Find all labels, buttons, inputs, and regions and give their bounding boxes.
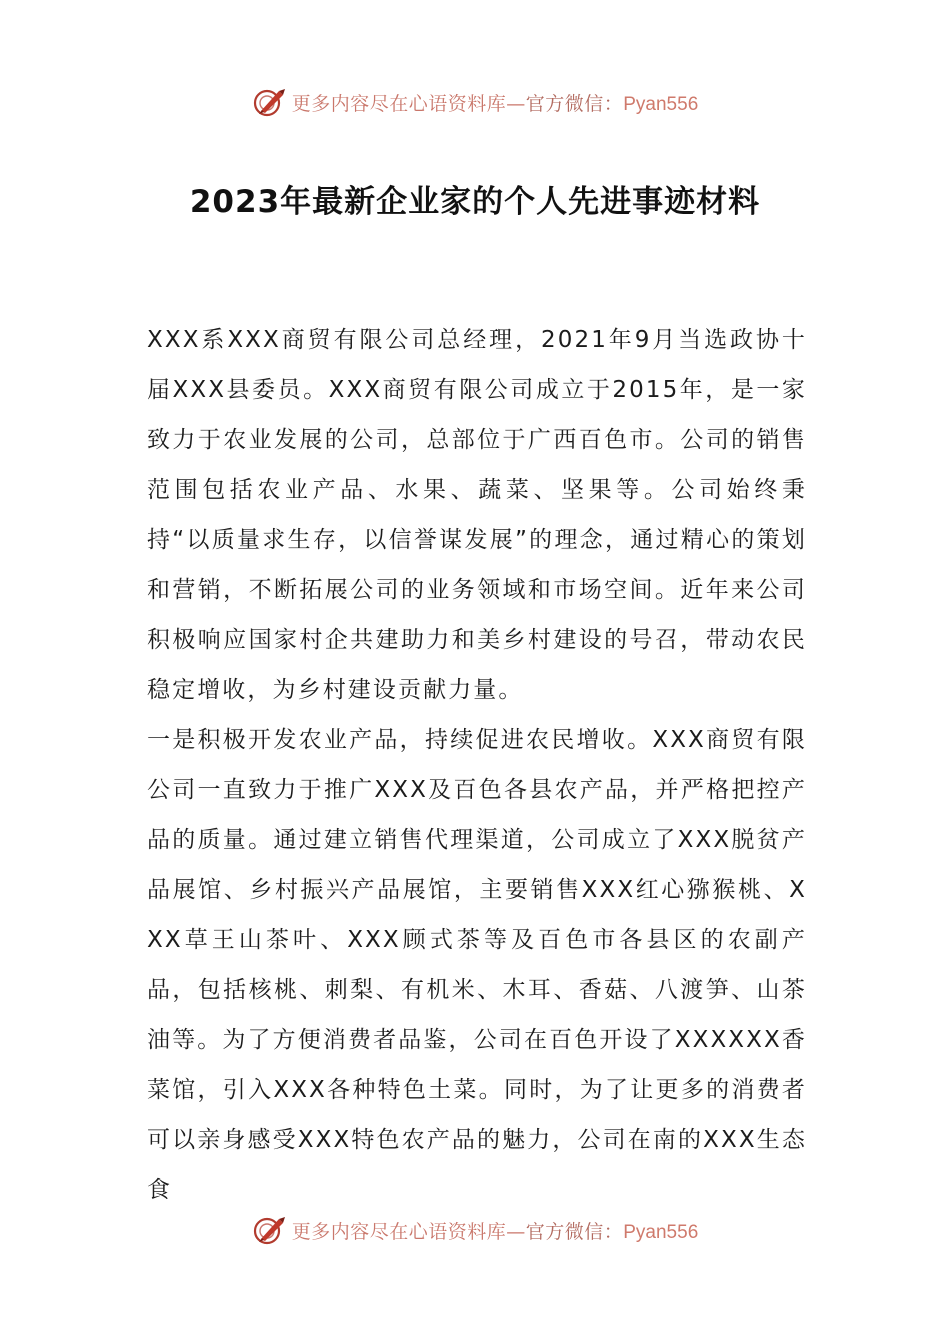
header-banner-separator: — bbox=[506, 92, 526, 115]
document-body bbox=[147, 315, 807, 1215]
pen-logo-icon bbox=[252, 85, 286, 119]
header-banner-wechat-label: 官方微信： bbox=[525, 92, 624, 115]
header-banner-slogan: 更多内容尽在心语资料库 bbox=[291, 92, 507, 115]
header-banner-text bbox=[292, 89, 699, 116]
pen-logo-icon bbox=[252, 1213, 286, 1247]
header-banner bbox=[0, 82, 950, 122]
footer-banner-slogan: 更多内容尽在心语资料库 bbox=[291, 1220, 507, 1243]
footer-banner-wechat-label: 官方微信： bbox=[525, 1220, 624, 1243]
footer-banner-separator: — bbox=[506, 1220, 526, 1243]
footer-banner bbox=[0, 1210, 950, 1250]
header-banner-wechat-id: Pyan556 bbox=[623, 93, 699, 115]
footer-banner-wechat-id: Pyan556 bbox=[623, 1221, 699, 1243]
document-title: 2023年最新企业家的个人先进事迹材料 bbox=[189, 184, 761, 220]
body-paragraph-1: XXX系XXX商贸有限公司总经理，2021年9月当选政协十届XXX县委员。XXX商贸有限公司成立于2015年，是一家致力于农业发展的公司，总部位于广西百色市。公司的销售范围包括农业产品、水果、蔬菜、坚果等。公司始终秉持“以质量求生存，以信誉谋发展”的理念，通过精心的策划和营销，不断拓展公司的业务领域和市场空间。近年来公司积极响应国家村企共建助力和美乡村建设的号召，带动农民稳定增收，为乡村建设贡献力量。 bbox=[147, 327, 807, 703]
body-paragraph-2: 一是积极开发农业产品，持续促进农民增收。XXX商贸有限公司一直致力于推广XXX及百色各县农产品，并严格把控产品的质量。通过建立销售代理渠道，公司成立了XXX脱贫产品展馆、乡村振兴产品展馆，主要销售XXX红心猕猴桃、XXX草王山茶叶、XXX顾式茶等及百色市各县区的农副产品，包括核桃、刺梨、有机米、木耳、香菇、八渡笋、山茶油等。为了方便消费者品鉴，公司在百色开设了XXXXXX香菜馆，引入XXX各种特色土菜。同时，为了让更多的消费者可以亲身感受XXX特色农产品的魅力，公司在南的XXX生态食 bbox=[147, 727, 807, 1203]
footer-banner-text bbox=[292, 1217, 699, 1244]
